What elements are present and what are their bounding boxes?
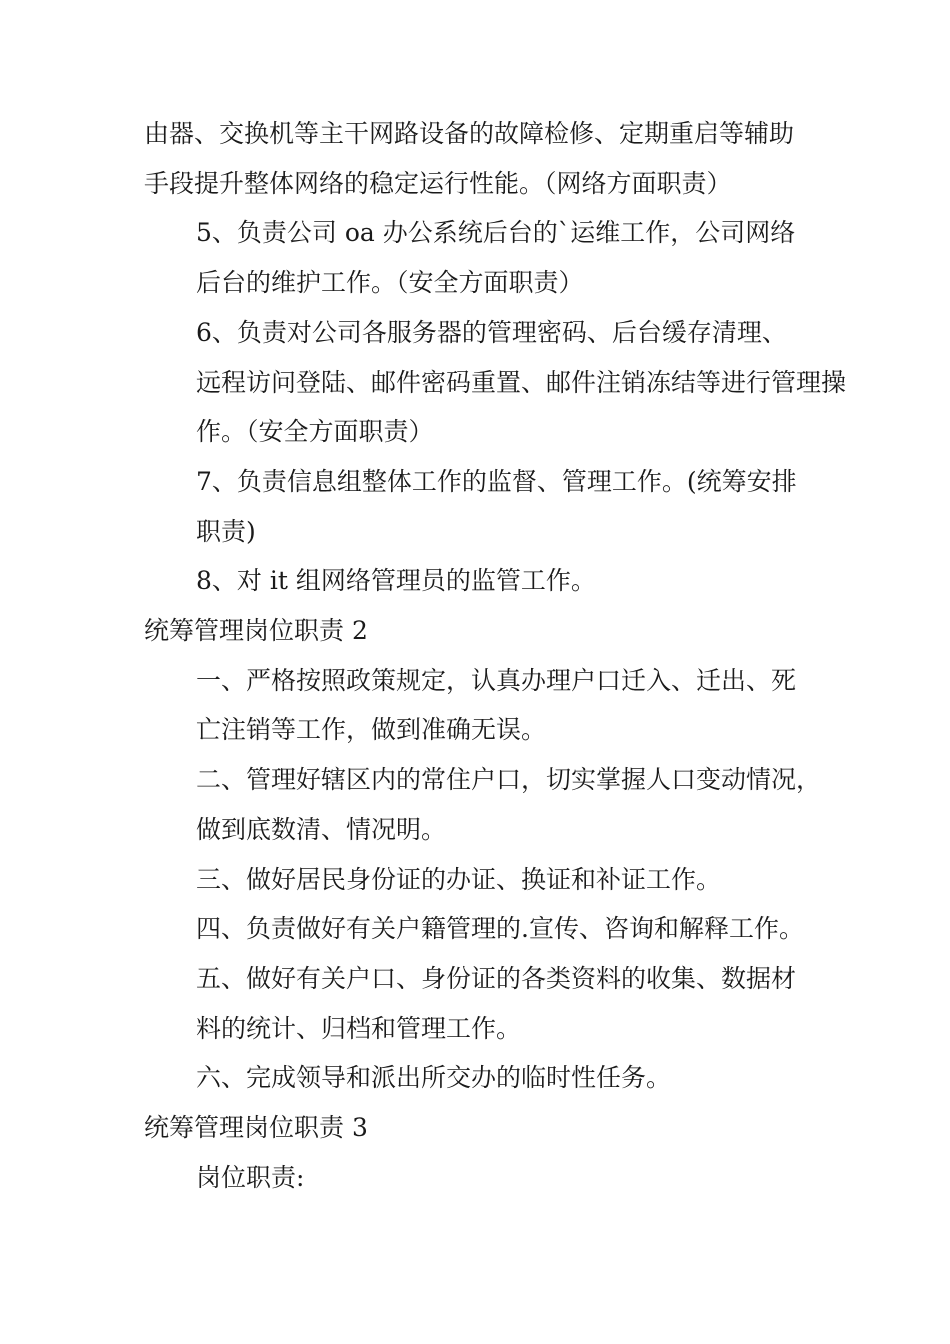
paragraph — [144, 457, 824, 556]
text-line: 7、负责信息组整体工作的监督、管理工作。(统筹安排 — [196, 466, 797, 496]
paragraph — [144, 904, 824, 954]
text-line: 四、负责做好有关户籍管理的.宣传、咨询和解释工作。 — [196, 914, 804, 944]
text-line: 三、做好居民身份证的办证、换证和补证工作。 — [196, 864, 722, 894]
paragraph — [144, 656, 824, 755]
paragraph — [144, 556, 824, 606]
paragraph — [144, 954, 824, 1053]
text-line: 二、管理好辖区内的常住户口，切实掌握人口变动情况， — [196, 765, 822, 795]
text-line: 岗位职责: — [196, 1162, 305, 1192]
text-line: 作。（安全方面职责） — [196, 417, 434, 447]
text-line: 职责) — [196, 516, 256, 546]
text-line: 做到底数清、情况明。 — [196, 814, 447, 844]
paragraph-continuation — [144, 109, 824, 208]
paragraph — [144, 208, 824, 307]
text-line: 远程访问登陆、邮件密码重置、邮件注销冻结等进行管理操 — [196, 367, 847, 397]
paragraph — [144, 1053, 824, 1103]
text-line: 由器、交换机等主干网路设备的故障检修、定期重启等辅助 — [144, 119, 795, 148]
text-line: 统筹管理岗位职责 3 — [144, 1113, 368, 1143]
text-line: 6、负责对公司各服务器的管理密码、后台缓存清理、 — [196, 317, 787, 347]
text-line: 一、严格按照政策规定，认真办理户口迁入、迁出、死 — [196, 665, 797, 695]
text-line: 5、负责公司 oa 办公系统后台的`运维工作，公司网络 — [196, 218, 796, 248]
paragraph — [144, 1153, 824, 1203]
section-heading — [144, 606, 824, 656]
section-heading — [144, 1103, 824, 1153]
paragraph — [144, 308, 847, 457]
document-body — [144, 109, 847, 1202]
text-line: 亡注销等工作，做到准确无误。 — [196, 715, 547, 745]
text-line: 8、对 it 组网络管理员的监管工作。 — [196, 566, 596, 596]
text-line: 后台的维护工作。（安全方面职责） — [196, 268, 584, 298]
text-line: 五、做好有关户口、身份证的各类资料的收集、数据材 — [196, 963, 797, 993]
text-line: 六、完成领导和派出所交办的临时性任务。 — [196, 1063, 672, 1093]
text-line: 手段提升整体网络的稳定运行性能。（网络方面职责） — [144, 168, 732, 198]
paragraph — [144, 855, 824, 905]
paragraph — [144, 755, 824, 854]
text-line: 料的统计、归档和管理工作。 — [196, 1013, 522, 1043]
text-line: 统筹管理岗位职责 2 — [144, 616, 368, 646]
